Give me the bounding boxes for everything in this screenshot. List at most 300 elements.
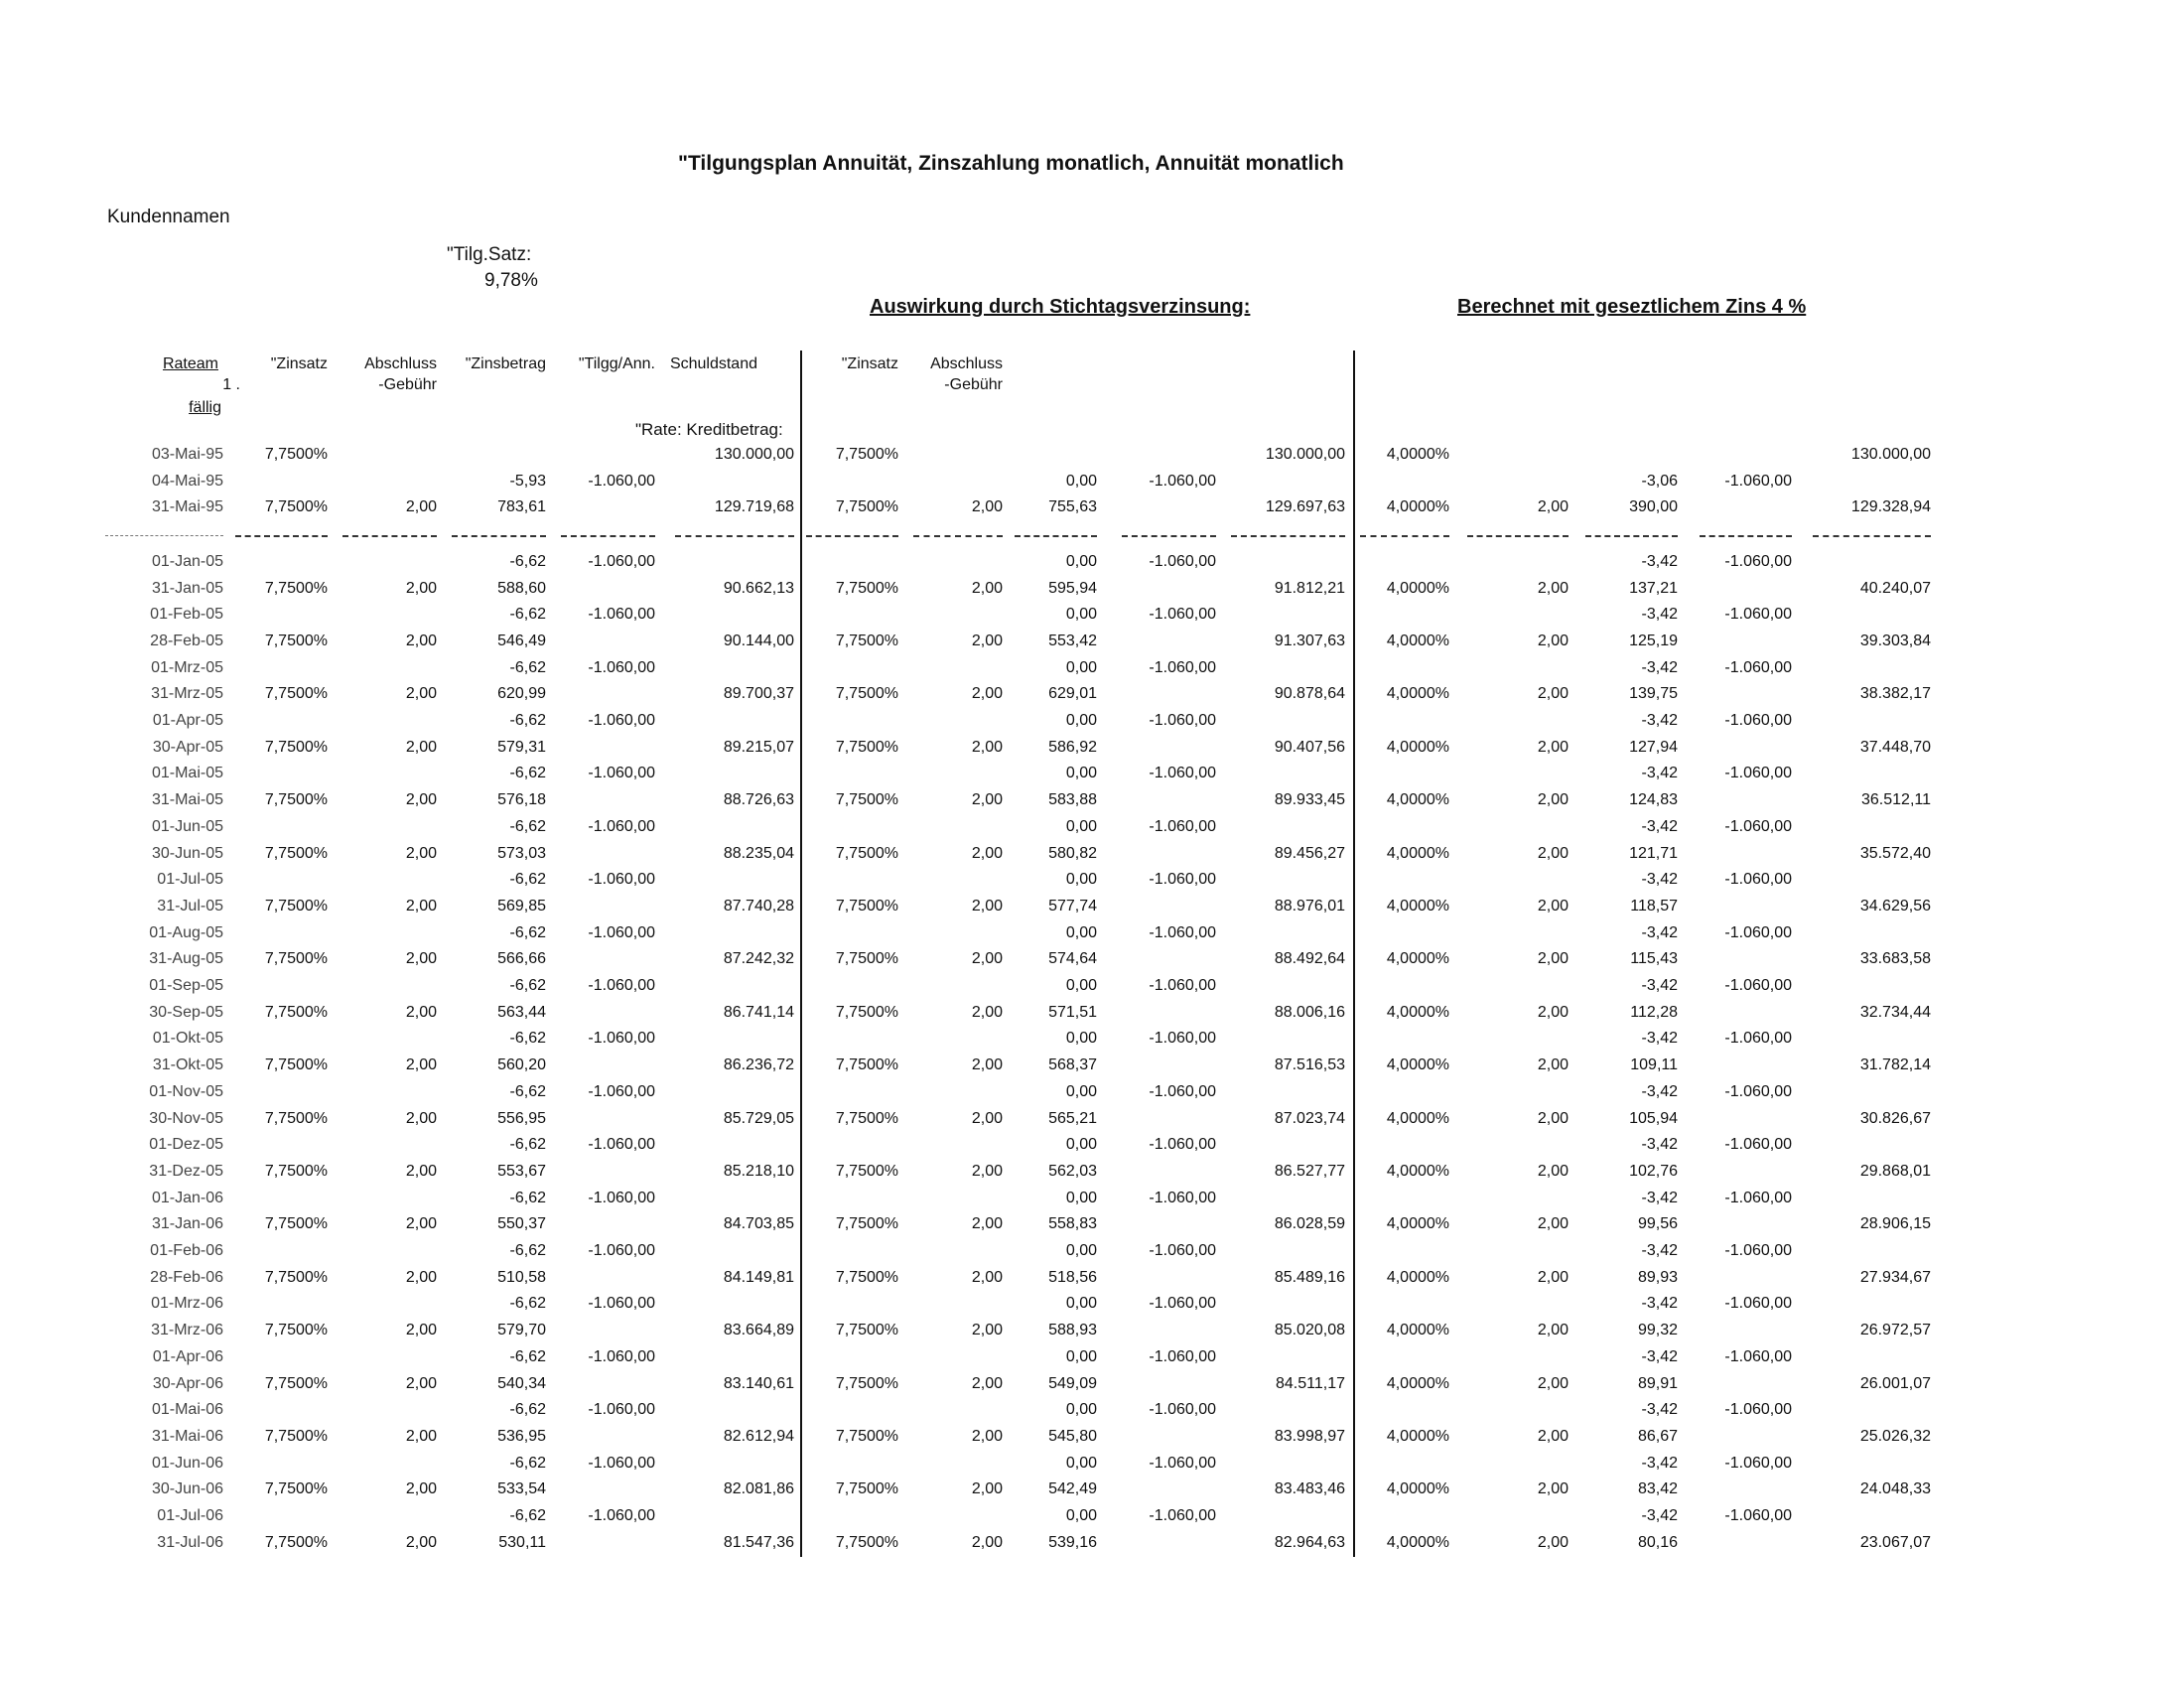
gesetzlich-zinsatz-cell: 4,0000% [1386, 1374, 1449, 1392]
stichtag-tilgung-cell: -1.060,00 [1149, 1136, 1216, 1154]
main-tilgung-cell: -1.060,00 [588, 1030, 655, 1048]
separator-dash [913, 535, 1003, 537]
main-gebuehr-cell: 2,00 [405, 1374, 437, 1392]
main-zinsatz-cell: 7,7500% [264, 579, 328, 597]
main-gebuehr-cell: 2,00 [405, 1427, 437, 1445]
stichtag-zinsbetrag-cell: 0,00 [1065, 977, 1097, 994]
gesetzlich-zinsatz-cell: 4,0000% [1386, 950, 1449, 968]
gesetzlich-schuldstand-cell: 35.572,40 [1859, 844, 1931, 862]
stichtag-zinsbetrag-cell: 0,00 [1065, 817, 1097, 835]
stichtag-zinsbetrag-cell: 574,64 [1048, 950, 1097, 968]
gesetzlich-tilgung-cell: -1.060,00 [1724, 1242, 1792, 1259]
main-zinsbetrag-cell: 588,60 [497, 579, 546, 597]
stichtag-schuldstand-cell: 90.878,64 [1274, 685, 1345, 703]
main-tilgung-cell: -1.060,00 [588, 1347, 655, 1365]
main-zinsatz-cell: 7,7500% [264, 1322, 328, 1339]
main-zinsbetrag-cell: 556,95 [497, 1109, 546, 1127]
header-zinsatz: "Zinsatz [270, 355, 328, 372]
row-date: 28-Feb-06 [150, 1268, 223, 1286]
gesetzlich-gebuehr-cell: 2,00 [1537, 1533, 1569, 1551]
main-tilgung-cell: -1.060,00 [588, 1295, 655, 1313]
main-zinsbetrag-cell: 569,85 [497, 897, 546, 914]
main-zinsbetrag-cell: -6,62 [509, 977, 546, 994]
header-gebuehr-line2: -Gebühr [378, 376, 437, 393]
row-date: 01-Jul-05 [157, 871, 223, 889]
gesetzlich-tilgung-cell: -1.060,00 [1724, 712, 1792, 729]
main-gebuehr-cell: 2,00 [405, 791, 437, 809]
gesetzlich-zinsbetrag-cell: 127,94 [1629, 738, 1678, 756]
main-zinsbetrag-cell: -6,62 [509, 1295, 546, 1313]
stichtag-zinsatz-cell: 7,7500% [835, 791, 898, 809]
stichtag-gebuehr-cell: 2,00 [971, 579, 1003, 597]
separator-dash [342, 535, 437, 537]
gesetzlich-zinsbetrag-cell: -3,42 [1641, 1347, 1678, 1365]
main-zinsbetrag-cell: 620,99 [497, 685, 546, 703]
main-gebuehr-cell: 2,00 [405, 498, 437, 516]
main-schuldstand-cell: 86.741,14 [723, 1003, 794, 1021]
stichtag-gebuehr-cell: 2,00 [971, 1533, 1003, 1551]
main-schuldstand-cell: 90.662,13 [723, 579, 794, 597]
main-zinsatz-cell: 7,7500% [264, 1109, 328, 1127]
gesetzlich-zinsbetrag-cell: -3,42 [1641, 606, 1678, 624]
stichtag-zinsbetrag-cell: 595,94 [1048, 579, 1097, 597]
stichtag-zinsbetrag-cell: 553,42 [1048, 632, 1097, 649]
stichtag-gebuehr-cell: 2,00 [971, 844, 1003, 862]
gesetzlich-zinsbetrag-cell: 109,11 [1630, 1056, 1678, 1074]
header-stichtag-gebuehr-line2: -Gebühr [944, 376, 1003, 393]
gesetzlich-zinsbetrag-cell: -3,42 [1641, 712, 1678, 729]
main-tilgung-cell: -1.060,00 [588, 606, 655, 624]
stichtag-zinsatz-cell: 7,7500% [835, 632, 898, 649]
gesetzlich-gebuehr-cell: 2,00 [1537, 1374, 1569, 1392]
stichtag-schuldstand-cell: 83.483,46 [1274, 1480, 1345, 1498]
main-tilgung-cell: -1.060,00 [588, 1189, 655, 1206]
gesetzlich-zinsatz-cell: 4,0000% [1386, 897, 1449, 914]
stichtag-zinsatz-cell: 7,7500% [835, 1427, 898, 1445]
rate-credit-label: "Rate: Kreditbetrag: [635, 420, 783, 439]
header-tilgung: "Tilgg/Ann. [578, 355, 655, 372]
stichtag-zinsbetrag-cell: 0,00 [1065, 923, 1097, 941]
gesetzlich-schuldstand-cell: 129.328,94 [1850, 498, 1931, 516]
stichtag-zinsbetrag-cell: 0,00 [1065, 658, 1097, 676]
stichtag-schuldstand-cell: 90.407,56 [1274, 738, 1345, 756]
tilg-satz-value: 9,78% [484, 270, 538, 291]
stichtag-zinsbetrag-cell: 571,51 [1048, 1003, 1097, 1021]
gesetzlich-zinsbetrag-cell: -3,42 [1641, 1136, 1678, 1154]
gesetzlich-zinsbetrag-cell: 118,57 [1630, 897, 1678, 914]
main-schuldstand-cell: 82.612,94 [723, 1427, 794, 1445]
gesetzlich-zinsbetrag-cell: -3,42 [1641, 658, 1678, 676]
main-zinsatz-cell: 7,7500% [264, 685, 328, 703]
stichtag-zinsbetrag-cell: 558,83 [1048, 1215, 1097, 1233]
separator-dash [1467, 535, 1569, 537]
main-zinsbetrag-cell: -6,62 [509, 712, 546, 729]
stichtag-zinsbetrag-cell: 0,00 [1065, 1401, 1097, 1419]
main-zinsbetrag-cell: -6,62 [509, 1136, 546, 1154]
main-zinsbetrag-cell: -6,62 [509, 765, 546, 782]
gesetzlich-schuldstand-cell: 24.048,33 [1859, 1480, 1931, 1498]
stichtag-schuldstand-cell: 86.527,77 [1274, 1162, 1345, 1180]
separator-dash [105, 535, 223, 536]
stichtag-gebuehr-cell: 2,00 [971, 897, 1003, 914]
stichtag-gebuehr-cell: 2,00 [971, 1427, 1003, 1445]
row-date: 01-Jan-06 [151, 1189, 223, 1206]
gesetzlich-schuldstand-cell: 30.826,67 [1859, 1109, 1931, 1127]
stichtag-zinsbetrag-cell: 0,00 [1065, 1242, 1097, 1259]
section-heading-stichtag: Auswirkung durch Stichtagsverzinsung: [870, 296, 1251, 318]
stichtag-zinsbetrag-cell: 562,03 [1048, 1162, 1097, 1180]
gesetzlich-schuldstand-cell: 23.067,07 [1859, 1533, 1931, 1551]
main-zinsatz-cell: 7,7500% [264, 1215, 328, 1233]
gesetzlich-gebuehr-cell: 2,00 [1537, 1268, 1569, 1286]
stichtag-zinsbetrag-cell: 539,16 [1048, 1533, 1097, 1551]
row-date: 31-Jul-06 [157, 1533, 223, 1551]
stichtag-zinsbetrag-cell: 580,82 [1048, 844, 1097, 862]
gesetzlich-gebuehr-cell: 2,00 [1537, 1056, 1569, 1074]
main-gebuehr-cell: 2,00 [405, 1109, 437, 1127]
stichtag-gebuehr-cell: 2,00 [971, 632, 1003, 649]
gesetzlich-zinsbetrag-cell: -3,42 [1641, 1507, 1678, 1524]
gesetzlich-zinsbetrag-cell: -3,42 [1641, 765, 1678, 782]
stichtag-zinsatz-cell: 7,7500% [835, 579, 898, 597]
main-zinsatz-cell: 7,7500% [264, 1268, 328, 1286]
gesetzlich-tilgung-cell: -1.060,00 [1724, 1507, 1792, 1524]
stichtag-tilgung-cell: -1.060,00 [1149, 1082, 1216, 1100]
separator-dash [1231, 535, 1345, 537]
gesetzlich-zinsbetrag-cell: 139,75 [1629, 685, 1678, 703]
gesetzlich-zinsbetrag-cell: -3,42 [1641, 1189, 1678, 1206]
stichtag-tilgung-cell: -1.060,00 [1149, 606, 1216, 624]
row-date: 30-Apr-06 [152, 1374, 223, 1392]
main-schuldstand-cell: 87.242,32 [723, 950, 794, 968]
main-zinsbetrag-cell: -6,62 [509, 1454, 546, 1472]
row-date: 03-Mai-95 [151, 446, 223, 463]
main-schuldstand-cell: 83.140,61 [723, 1374, 794, 1392]
main-zinsatz-cell: 7,7500% [264, 844, 328, 862]
gesetzlich-zinsatz-cell: 4,0000% [1386, 632, 1449, 649]
gesetzlich-zinsatz-cell: 4,0000% [1386, 1162, 1449, 1180]
main-zinsbetrag-cell: 540,34 [497, 1374, 546, 1392]
main-gebuehr-cell: 2,00 [405, 1215, 437, 1233]
gesetzlich-schuldstand-cell: 27.934,67 [1859, 1268, 1931, 1286]
gesetzlich-zinsbetrag-cell: -3,42 [1641, 871, 1678, 889]
row-date: 01-Jun-05 [151, 817, 223, 835]
gesetzlich-tilgung-cell: -1.060,00 [1724, 658, 1792, 676]
stichtag-schuldstand-cell: 130.000,00 [1265, 446, 1345, 463]
stichtag-tilgung-cell: -1.060,00 [1149, 1401, 1216, 1419]
gesetzlich-tilgung-cell: -1.060,00 [1724, 1401, 1792, 1419]
stichtag-zinsbetrag-cell: 0,00 [1065, 1030, 1097, 1048]
main-zinsbetrag-cell: 573,03 [497, 844, 546, 862]
stichtag-zinsatz-cell: 7,7500% [835, 844, 898, 862]
main-tilgung-cell: -1.060,00 [588, 1507, 655, 1524]
main-tilgung-cell: -1.060,00 [588, 1082, 655, 1100]
stichtag-tilgung-cell: -1.060,00 [1149, 765, 1216, 782]
row-date: 01-Aug-05 [149, 923, 223, 941]
row-date: 01-Okt-05 [152, 1030, 223, 1048]
main-gebuehr-cell: 2,00 [405, 1533, 437, 1551]
separator-dash [1122, 535, 1216, 537]
main-tilgung-cell: -1.060,00 [588, 923, 655, 941]
stichtag-tilgung-cell: -1.060,00 [1149, 977, 1216, 994]
stichtag-schuldstand-cell: 86.028,59 [1274, 1215, 1345, 1233]
row-date: 01-Dez-05 [149, 1136, 223, 1154]
row-date: 31-Jan-05 [151, 579, 223, 597]
stichtag-zinsatz-cell: 7,7500% [835, 1215, 898, 1233]
gesetzlich-zinsatz-cell: 4,0000% [1386, 791, 1449, 809]
main-schuldstand-cell: 89.700,37 [723, 685, 794, 703]
gesetzlich-zinsbetrag-cell: -3,42 [1641, 1030, 1678, 1048]
stichtag-schuldstand-cell: 88.006,16 [1274, 1003, 1345, 1021]
header-date-line2: 1 . [222, 376, 240, 393]
main-zinsbetrag-cell: -6,62 [509, 606, 546, 624]
stichtag-schuldstand-cell: 83.998,97 [1274, 1427, 1345, 1445]
row-date: 30-Nov-05 [149, 1109, 223, 1127]
stichtag-schuldstand-cell: 85.020,08 [1274, 1322, 1345, 1339]
main-zinsbetrag-cell: -6,62 [509, 817, 546, 835]
stichtag-zinsatz-cell: 7,7500% [835, 1374, 898, 1392]
gesetzlich-zinsbetrag-cell: -3,42 [1641, 923, 1678, 941]
separator-dash [1700, 535, 1792, 537]
main-schuldstand-cell: 83.664,89 [723, 1322, 794, 1339]
gesetzlich-schuldstand-cell: 36.512,11 [1861, 791, 1931, 809]
gesetzlich-zinsbetrag-cell: -3,42 [1641, 1401, 1678, 1419]
gesetzlich-gebuehr-cell: 2,00 [1537, 1322, 1569, 1339]
main-zinsbetrag-cell: 550,37 [497, 1215, 546, 1233]
separator-dash [806, 535, 898, 537]
gesetzlich-tilgung-cell: -1.060,00 [1724, 1136, 1792, 1154]
main-zinsbetrag-cell: -6,62 [509, 1507, 546, 1524]
gesetzlich-zinsbetrag-cell: 124,83 [1629, 791, 1678, 809]
gesetzlich-gebuehr-cell: 2,00 [1537, 1003, 1569, 1021]
stichtag-zinsbetrag-cell: 565,21 [1048, 1109, 1097, 1127]
row-date: 01-Apr-06 [152, 1347, 223, 1365]
row-date: 01-Sep-05 [149, 977, 223, 994]
gesetzlich-zinsbetrag-cell: -3,06 [1641, 472, 1678, 490]
stichtag-zinsbetrag-cell: 0,00 [1065, 472, 1097, 490]
stichtag-gebuehr-cell: 2,00 [971, 950, 1003, 968]
main-zinsatz-cell: 7,7500% [264, 950, 328, 968]
stichtag-zinsatz-cell: 7,7500% [835, 1003, 898, 1021]
stichtag-tilgung-cell: -1.060,00 [1149, 871, 1216, 889]
gesetzlich-schuldstand-cell: 39.303,84 [1859, 632, 1931, 649]
separator-dash [235, 535, 328, 537]
gesetzlich-zinsbetrag-cell: 105,94 [1629, 1109, 1678, 1127]
main-schuldstand-cell: 81.547,36 [723, 1533, 794, 1551]
gesetzlich-zinsbetrag-cell: -3,42 [1641, 977, 1678, 994]
main-schuldstand-cell: 84.149,81 [723, 1268, 794, 1286]
gesetzlich-schuldstand-cell: 31.782,14 [1859, 1056, 1931, 1074]
header-date-line3: fällig [189, 399, 221, 416]
main-tilgung-cell: -1.060,00 [588, 1242, 655, 1259]
stichtag-gebuehr-cell: 2,00 [971, 1003, 1003, 1021]
stichtag-zinsbetrag-cell: 629,01 [1048, 685, 1097, 703]
main-gebuehr-cell: 2,00 [405, 897, 437, 914]
customer-name: Kundennamen [107, 207, 230, 227]
stichtag-zinsbetrag-cell: 588,93 [1048, 1322, 1097, 1339]
gesetzlich-zinsatz-cell: 4,0000% [1386, 1215, 1449, 1233]
row-date: 28-Feb-05 [150, 632, 223, 649]
gesetzlich-tilgung-cell: -1.060,00 [1724, 923, 1792, 941]
stichtag-tilgung-cell: -1.060,00 [1149, 552, 1216, 570]
row-date: 31-Mai-95 [151, 498, 223, 516]
row-date: 31-Jul-05 [157, 897, 223, 914]
main-zinsbetrag-cell: 553,67 [497, 1162, 546, 1180]
stichtag-zinsatz-cell: 7,7500% [835, 1533, 898, 1551]
gesetzlich-zinsbetrag-cell: 83,42 [1637, 1480, 1678, 1498]
stichtag-zinsbetrag-cell: 0,00 [1065, 1507, 1097, 1524]
gesetzlich-zinsbetrag-cell: 112,28 [1630, 1003, 1678, 1021]
gesetzlich-zinsbetrag-cell: 390,00 [1629, 498, 1678, 516]
gesetzlich-zinsatz-cell: 4,0000% [1386, 1480, 1449, 1498]
gesetzlich-tilgung-cell: -1.060,00 [1724, 1030, 1792, 1048]
main-gebuehr-cell: 2,00 [405, 1162, 437, 1180]
main-tilgung-cell: -1.060,00 [588, 1401, 655, 1419]
gesetzlich-gebuehr-cell: 2,00 [1537, 844, 1569, 862]
stichtag-zinsatz-cell: 7,7500% [835, 1322, 898, 1339]
stichtag-zinsbetrag-cell: 0,00 [1065, 1136, 1097, 1154]
stichtag-tilgung-cell: -1.060,00 [1149, 1295, 1216, 1313]
gesetzlich-schuldstand-cell: 28.906,15 [1859, 1215, 1931, 1233]
page-title: "Tilgungsplan Annuität, Zinszahlung monatlich, Annuität monatlich [678, 152, 1344, 175]
main-zinsatz-cell: 7,7500% [264, 1533, 328, 1551]
gesetzlich-zinsbetrag-cell: 125,19 [1629, 632, 1678, 649]
stichtag-zinsbetrag-cell: 0,00 [1065, 552, 1097, 570]
gesetzlich-schuldstand-cell: 37.448,70 [1859, 738, 1931, 756]
row-date: 30-Sep-05 [149, 1003, 223, 1021]
main-gebuehr-cell: 2,00 [405, 1480, 437, 1498]
stichtag-tilgung-cell: -1.060,00 [1149, 1454, 1216, 1472]
main-zinsbetrag-cell: 560,20 [497, 1056, 546, 1074]
gesetzlich-gebuehr-cell: 2,00 [1537, 738, 1569, 756]
section-heading-gesetzlich: Berechnet mit geseztlichem Zins 4 % [1457, 296, 1807, 318]
gesetzlich-gebuehr-cell: 2,00 [1537, 791, 1569, 809]
gesetzlich-schuldstand-cell: 26.972,57 [1859, 1322, 1931, 1339]
main-zinsbetrag-cell: 533,54 [497, 1480, 546, 1498]
gesetzlich-schuldstand-cell: 26.001,07 [1859, 1374, 1931, 1392]
stichtag-zinsatz-cell: 7,7500% [835, 1268, 898, 1286]
gesetzlich-zinsbetrag-cell: 99,32 [1637, 1322, 1678, 1339]
main-gebuehr-cell: 2,00 [405, 844, 437, 862]
gesetzlich-tilgung-cell: -1.060,00 [1724, 552, 1792, 570]
main-schuldstand-cell: 88.235,04 [723, 844, 794, 862]
main-zinsbetrag-cell: -6,62 [509, 658, 546, 676]
stichtag-schuldstand-cell: 88.492,64 [1274, 950, 1345, 968]
gesetzlich-zinsatz-cell: 4,0000% [1386, 1427, 1449, 1445]
main-tilgung-cell: -1.060,00 [588, 658, 655, 676]
header-schuldstand: Schuldstand [669, 355, 757, 372]
gesetzlich-schuldstand-cell: 130.000,00 [1850, 446, 1931, 463]
gesetzlich-zinsbetrag-cell: 89,93 [1637, 1268, 1678, 1286]
main-zinsbetrag-cell: 563,44 [497, 1003, 546, 1021]
main-schuldstand-cell: 89.215,07 [723, 738, 794, 756]
stichtag-tilgung-cell: -1.060,00 [1149, 1242, 1216, 1259]
stichtag-zinsbetrag-cell: 518,56 [1048, 1268, 1097, 1286]
gesetzlich-tilgung-cell: -1.060,00 [1724, 817, 1792, 835]
stichtag-zinsatz-cell: 7,7500% [835, 738, 898, 756]
gesetzlich-zinsbetrag-cell: 115,43 [1630, 950, 1678, 968]
gesetzlich-zinsbetrag-cell: -3,42 [1641, 1082, 1678, 1100]
main-zinsbetrag-cell: -6,62 [509, 1242, 546, 1259]
main-schuldstand-cell: 87.740,28 [723, 897, 794, 914]
separator-dash [561, 535, 655, 537]
row-date: 31-Mrz-06 [151, 1322, 223, 1339]
main-schuldstand-cell: 90.144,00 [723, 632, 794, 649]
header-stichtag-gebuehr-line1: Abschluss [930, 355, 1003, 372]
stichtag-gebuehr-cell: 2,00 [971, 1268, 1003, 1286]
gesetzlich-schuldstand-cell: 25.026,32 [1859, 1427, 1931, 1445]
main-zinsbetrag-cell: 783,61 [497, 498, 546, 516]
gesetzlich-tilgung-cell: -1.060,00 [1724, 765, 1792, 782]
separator-dash [1813, 535, 1931, 537]
gesetzlich-tilgung-cell: -1.060,00 [1724, 1454, 1792, 1472]
separator-dash [1585, 535, 1678, 537]
main-zinsatz-cell: 7,7500% [264, 1374, 328, 1392]
main-zinsbetrag-cell: 579,31 [497, 738, 546, 756]
gesetzlich-tilgung-cell: -1.060,00 [1724, 1189, 1792, 1206]
gesetzlich-gebuehr-cell: 2,00 [1537, 685, 1569, 703]
gesetzlich-zinsbetrag-cell: -3,42 [1641, 1454, 1678, 1472]
gesetzlich-zinsbetrag-cell: 86,67 [1637, 1427, 1678, 1445]
stichtag-zinsbetrag-cell: 577,74 [1048, 897, 1097, 914]
stichtag-schuldstand-cell: 89.456,27 [1274, 844, 1345, 862]
gesetzlich-gebuehr-cell: 2,00 [1537, 1162, 1569, 1180]
stichtag-gebuehr-cell: 2,00 [971, 1056, 1003, 1074]
gesetzlich-zinsbetrag-cell: 137,21 [1629, 579, 1678, 597]
stichtag-zinsbetrag-cell: 0,00 [1065, 765, 1097, 782]
gesetzlich-zinsatz-cell: 4,0000% [1386, 579, 1449, 597]
stichtag-tilgung-cell: -1.060,00 [1149, 1507, 1216, 1524]
row-date: 01-Apr-05 [152, 712, 223, 729]
row-date: 31-Aug-05 [149, 950, 223, 968]
main-tilgung-cell: -1.060,00 [588, 765, 655, 782]
main-zinsbetrag-cell: 566,66 [497, 950, 546, 968]
row-date: 30-Jun-05 [151, 844, 223, 862]
main-zinsatz-cell: 7,7500% [264, 1003, 328, 1021]
gesetzlich-zinsbetrag-cell: -3,42 [1641, 1295, 1678, 1313]
main-zinsbetrag-cell: -6,62 [509, 923, 546, 941]
main-gebuehr-cell: 2,00 [405, 1056, 437, 1074]
main-tilgung-cell: -1.060,00 [588, 472, 655, 490]
gesetzlich-zinsatz-cell: 4,0000% [1386, 1109, 1449, 1127]
gesetzlich-zinsbetrag-cell: 102,76 [1629, 1162, 1678, 1180]
gesetzlich-zinsatz-cell: 4,0000% [1386, 498, 1449, 516]
tilg-satz-label: "Tilg.Satz: [447, 244, 532, 265]
main-zinsatz-cell: 7,7500% [264, 498, 328, 516]
main-zinsatz-cell: 7,7500% [264, 738, 328, 756]
gesetzlich-gebuehr-cell: 2,00 [1537, 579, 1569, 597]
separator-dash [675, 535, 794, 537]
main-tilgung-cell: -1.060,00 [588, 977, 655, 994]
gesetzlich-zinsbetrag-cell: -3,42 [1641, 1242, 1678, 1259]
separator-dash [1360, 535, 1449, 537]
gesetzlich-tilgung-cell: -1.060,00 [1724, 1082, 1792, 1100]
gesetzlich-gebuehr-cell: 2,00 [1537, 897, 1569, 914]
stichtag-tilgung-cell: -1.060,00 [1149, 1347, 1216, 1365]
gesetzlich-zinsatz-cell: 4,0000% [1386, 685, 1449, 703]
row-date: 01-Mai-06 [151, 1401, 223, 1419]
row-date: 01-Jan-05 [151, 552, 223, 570]
main-gebuehr-cell: 2,00 [405, 738, 437, 756]
gesetzlich-zinsbetrag-cell: 99,56 [1637, 1215, 1678, 1233]
stichtag-tilgung-cell: -1.060,00 [1149, 817, 1216, 835]
gesetzlich-gebuehr-cell: 2,00 [1537, 1215, 1569, 1233]
row-date: 31-Mai-05 [151, 791, 223, 809]
row-date: 31-Jan-06 [151, 1215, 223, 1233]
main-gebuehr-cell: 2,00 [405, 579, 437, 597]
main-gebuehr-cell: 2,00 [405, 1268, 437, 1286]
main-gebuehr-cell: 2,00 [405, 1003, 437, 1021]
